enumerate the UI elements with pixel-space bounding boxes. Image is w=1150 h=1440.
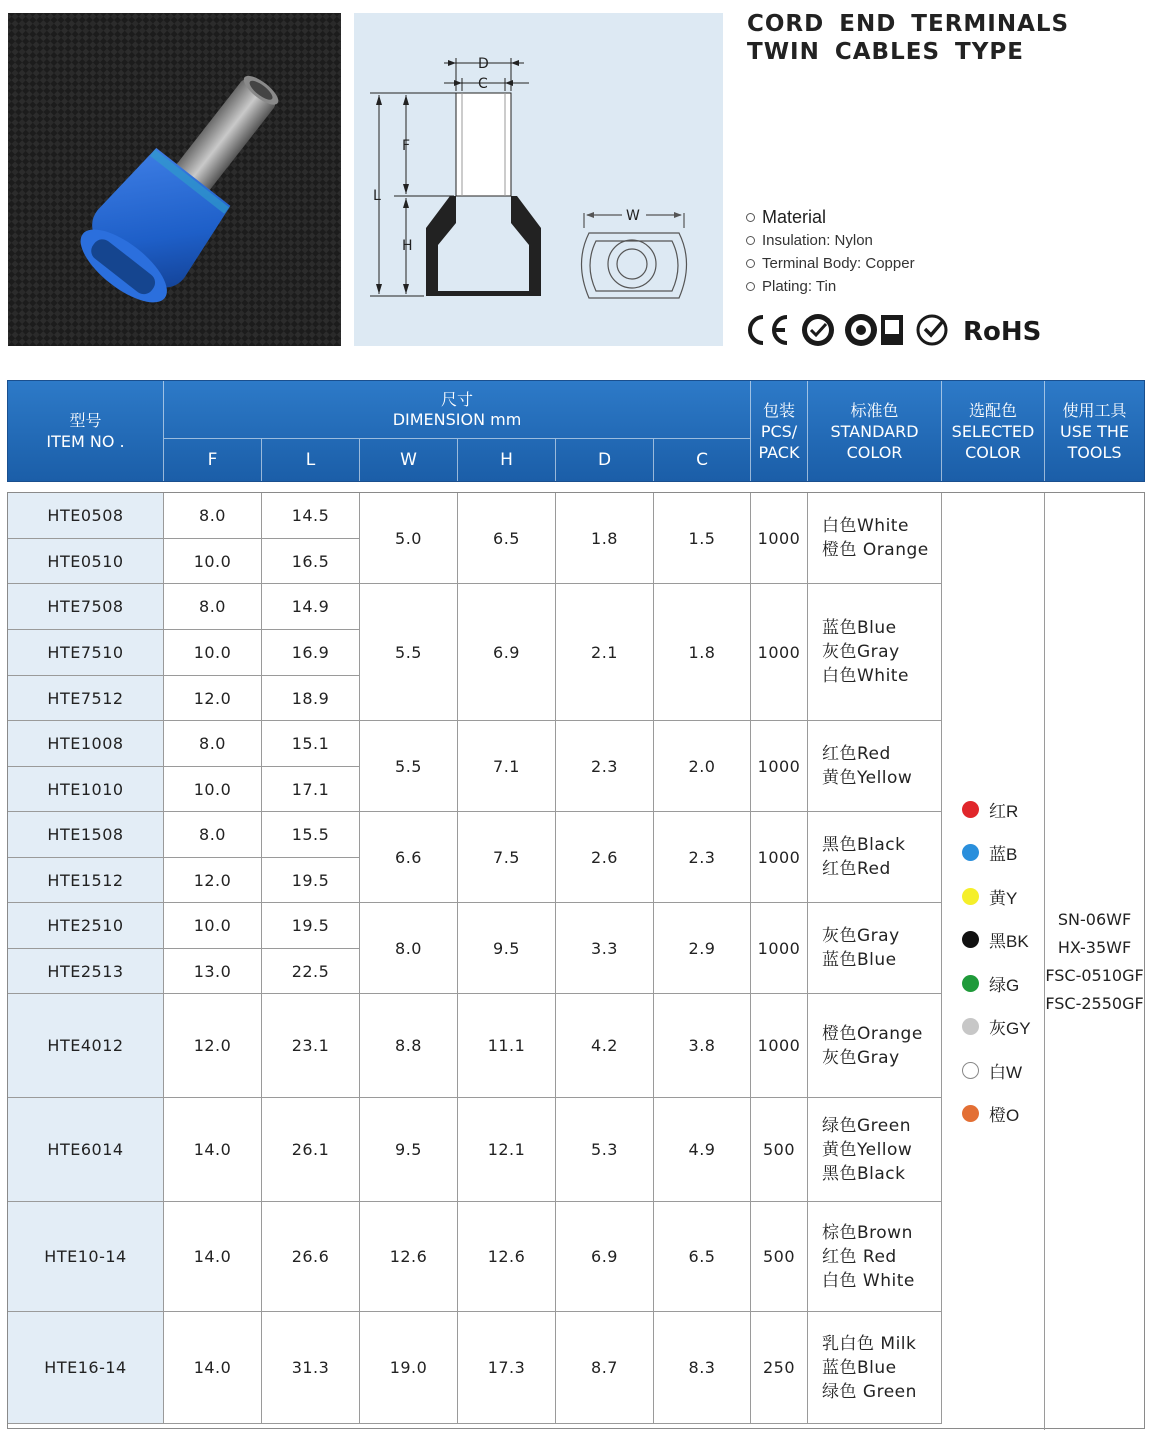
material-title: Material (762, 207, 827, 227)
header-tools-cn: 使用工具 (1062, 400, 1127, 420)
f-cell: 10.0 (164, 630, 262, 676)
sgs-check-badge-icon (918, 316, 946, 344)
item-no-cell: HTE4012 (8, 994, 164, 1098)
f-cell: 10.0 (164, 539, 262, 584)
standard-color-cell (808, 721, 942, 812)
selected-color-item (962, 1092, 1044, 1136)
l-cell: 15.1 (262, 721, 360, 767)
header-std-cn: 标准色 (850, 400, 899, 420)
material-terminal-body: Terminal Body: Copper (762, 255, 915, 272)
selected-color-label: 黄Y (989, 888, 1018, 908)
selected-color-item (962, 962, 1044, 1006)
l-cell: 26.6 (262, 1202, 360, 1312)
w-cell: 5.5 (360, 721, 458, 812)
c-cell: 2.9 (654, 903, 751, 994)
standard-color-label: 棕色Brown (822, 1222, 913, 1243)
item-no-cell: HTE7510 (8, 630, 164, 676)
pack-cell: 500 (751, 1098, 808, 1202)
w-cell: 5.5 (360, 584, 458, 721)
f-cell: 12.0 (164, 858, 262, 903)
h-cell: 17.3 (458, 1312, 556, 1424)
header-dimension-en: DIMENSION mm (392, 409, 522, 429)
selected-color-label: 黑BK (989, 932, 1029, 952)
c-cell: 8.3 (654, 1312, 751, 1424)
w-cell: 19.0 (360, 1312, 458, 1424)
header-tools-en2: TOOLS (1067, 442, 1122, 462)
h-cell: 9.5 (458, 903, 556, 994)
l-cell: 23.1 (262, 994, 360, 1098)
standard-color-label: 乳白色 Milk (822, 1333, 917, 1354)
color-swatch-icon (962, 1018, 979, 1035)
h-cell: 11.1 (458, 994, 556, 1098)
w-cell: 8.8 (360, 994, 458, 1098)
header-tools-en1: USE THE (1060, 421, 1129, 441)
header-l: L (262, 438, 360, 481)
h-cell: 12.6 (458, 1202, 556, 1312)
standard-color-label: 红色 Red (822, 1246, 897, 1267)
header-std-en1: STANDARD (830, 421, 919, 441)
item-no-cell: HTE1512 (8, 858, 164, 903)
header-pack-cn: 包装 (762, 400, 795, 420)
c-cell: 2.0 (654, 721, 751, 812)
standard-color-label: 白色White (822, 516, 909, 536)
item-no-cell: HTE1008 (8, 721, 164, 767)
h-cell: 6.5 (458, 493, 556, 584)
standard-color-label: 绿色Green (822, 1115, 911, 1136)
dim-label-d: D (478, 56, 489, 72)
header-item-en: ITEM NO . (46, 432, 125, 451)
tool-model: SN-06WF (1057, 909, 1132, 929)
w-cell: 5.0 (360, 493, 458, 584)
l-cell: 31.3 (262, 1312, 360, 1424)
f-cell: 8.0 (164, 812, 262, 858)
dim-label-w: W (626, 208, 640, 224)
item-no-cell: HTE16-14 (8, 1312, 164, 1424)
item-no-cell: HTE0510 (8, 539, 164, 584)
h-cell: 7.5 (458, 812, 556, 903)
f-cell: 8.0 (164, 584, 262, 630)
w-cell: 6.6 (360, 812, 458, 903)
technical-drawing (354, 13, 723, 346)
d-cell: 1.8 (556, 493, 654, 584)
selected-color-label: 灰GY (989, 1019, 1031, 1039)
header-w: W (360, 438, 458, 481)
h-cell: 7.1 (458, 721, 556, 812)
color-swatch-icon (962, 975, 979, 992)
terminal-photo-image (8, 13, 341, 346)
standard-color-label: 橙色 Orange (822, 540, 929, 560)
header-pack (751, 381, 808, 481)
l-cell: 26.1 (262, 1098, 360, 1202)
c-cell: 1.5 (654, 493, 751, 584)
d-cell: 2.3 (556, 721, 654, 812)
color-swatch-icon (962, 801, 979, 818)
standard-color-label: 灰色Gray (822, 642, 900, 662)
selected-color-label: 蓝B (989, 845, 1018, 865)
header-sel-en2: COLOR (965, 442, 1021, 462)
header-h: H (458, 438, 556, 481)
f-cell: 12.0 (164, 994, 262, 1098)
certification-logos (745, 310, 1145, 350)
header-selected-color (942, 381, 1045, 481)
color-swatch-icon (962, 1105, 979, 1122)
standard-color-label: 黄色Yellow (822, 768, 913, 788)
header-item-cn: 型号 (69, 411, 102, 430)
f-cell: 13.0 (164, 949, 262, 994)
dim-label-l: L (373, 188, 381, 204)
c-cell: 1.8 (654, 584, 751, 721)
l-cell: 19.5 (262, 858, 360, 903)
standard-color-label: 蓝色Blue (822, 618, 897, 638)
f-cell: 10.0 (164, 767, 262, 812)
header-std-en2: COLOR (846, 442, 903, 462)
standard-color-label: 橙色Orange (822, 1023, 923, 1044)
l-cell: 16.5 (262, 539, 360, 584)
title-line-2: TWIN CABLES TYPE (747, 39, 1024, 65)
l-cell: 18.9 (262, 676, 360, 721)
d-cell: 3.3 (556, 903, 654, 994)
quality-seal-badge-icon (845, 314, 903, 346)
pack-cell: 1000 (751, 812, 808, 903)
pack-cell: 1000 (751, 994, 808, 1098)
product-title (747, 10, 1142, 66)
item-no-cell: HTE10-14 (8, 1202, 164, 1312)
standard-color-label: 白色 White (822, 1270, 915, 1291)
tool-model: HX-35WF (1057, 937, 1132, 957)
standard-color-label: 红色Red (822, 744, 891, 764)
standard-color-cell (808, 994, 942, 1098)
standard-color-cell (808, 903, 942, 994)
title-line-1: CORD END TERMINALS (747, 11, 1070, 37)
pack-cell: 1000 (751, 493, 808, 584)
l-cell: 19.5 (262, 903, 360, 949)
standard-color-label: 白色White (822, 666, 909, 686)
d-cell: 4.2 (556, 994, 654, 1098)
standard-color-cell (808, 584, 942, 721)
bullet-icon (746, 259, 755, 268)
item-no-cell: HTE2513 (8, 949, 164, 994)
material-insulation-row (746, 229, 1141, 252)
f-cell: 10.0 (164, 903, 262, 949)
pack-cell: 500 (751, 1202, 808, 1312)
tool-model: FSC-0510GF (1045, 965, 1144, 985)
header-dimension-cn: 尺寸 (440, 389, 473, 409)
header-sel-en1: SELECTED (951, 421, 1035, 441)
f-cell: 14.0 (164, 1202, 262, 1312)
bullet-icon (746, 236, 755, 245)
d-cell: 5.3 (556, 1098, 654, 1202)
c-cell: 6.5 (654, 1202, 751, 1312)
selected-color-item (962, 831, 1044, 875)
d-cell: 8.7 (556, 1312, 654, 1424)
d-cell: 6.9 (556, 1202, 654, 1312)
header-pack-en1: PCS/ (760, 421, 798, 441)
standard-color-cell (808, 1312, 942, 1424)
material-list (746, 206, 1141, 298)
w-cell: 12.6 (360, 1202, 458, 1312)
item-no-cell: HTE7508 (8, 584, 164, 630)
sgs-certified-badge-icon (802, 314, 834, 346)
h-cell: 12.1 (458, 1098, 556, 1202)
material-body-row (746, 252, 1141, 275)
selected-color-label: 橙O (989, 1106, 1020, 1126)
c-cell: 2.3 (654, 812, 751, 903)
selected-color-item (962, 875, 1044, 919)
standard-color-label: 蓝色Blue (822, 1357, 897, 1378)
l-cell: 14.9 (262, 584, 360, 630)
table-header (7, 380, 1145, 482)
color-swatch-icon (962, 888, 979, 905)
header-tools (1045, 381, 1144, 481)
selected-color-label: 白W (989, 1062, 1023, 1082)
standard-color-label: 灰色Gray (822, 1047, 900, 1068)
item-no-cell: HTE6014 (8, 1098, 164, 1202)
f-cell: 14.0 (164, 1098, 262, 1202)
standard-color-label: 灰色Gray (822, 926, 900, 946)
material-title-row (746, 206, 1141, 229)
header-dimension (164, 381, 751, 438)
standard-color-cell (808, 493, 942, 584)
header-c: C (654, 438, 751, 481)
dimension-diagram (354, 13, 723, 346)
standard-color-cell (808, 1202, 942, 1312)
material-plating-row (746, 275, 1141, 298)
pack-cell: 250 (751, 1312, 808, 1424)
d-cell: 2.6 (556, 812, 654, 903)
standard-color-label: 绿色 Green (822, 1381, 917, 1402)
color-swatch-icon (962, 931, 979, 948)
rohs-label: RoHS (963, 317, 1042, 347)
color-swatch-icon (962, 1062, 979, 1079)
header-sel-cn: 选配色 (968, 400, 1017, 420)
d-cell: 2.1 (556, 584, 654, 721)
standard-color-label: 红色Red (822, 859, 891, 879)
item-no-cell: HTE2510 (8, 903, 164, 949)
material-plating: Plating: Tin (762, 278, 837, 295)
standard-color-label: 蓝色Blue (822, 950, 897, 970)
selected-color-item (962, 1049, 1044, 1093)
f-cell: 12.0 (164, 676, 262, 721)
selected-color-column (942, 493, 1045, 1430)
w-cell: 8.0 (360, 903, 458, 994)
spec-table (7, 380, 1145, 1402)
header-pack-en2: PACK (758, 442, 800, 462)
dim-label-h: H (402, 238, 413, 254)
selected-color-label: 红R (989, 801, 1019, 821)
standard-color-cell (808, 1098, 942, 1202)
product-photo (8, 13, 341, 346)
header-item-no (8, 381, 164, 481)
selected-color-item (962, 1005, 1044, 1049)
l-cell: 17.1 (262, 767, 360, 812)
selected-color-item (962, 788, 1044, 832)
l-cell: 14.5 (262, 493, 360, 539)
bullet-icon (746, 282, 755, 291)
item-no-cell: HTE0508 (8, 493, 164, 539)
item-no-cell: HTE1010 (8, 767, 164, 812)
pack-cell: 1000 (751, 903, 808, 994)
color-swatch-icon (962, 844, 979, 861)
l-cell: 22.5 (262, 949, 360, 994)
dim-label-f: F (402, 138, 411, 154)
selected-color-label: 绿G (989, 975, 1020, 995)
item-no-cell: HTE7512 (8, 676, 164, 721)
ce-mark-icon (750, 317, 787, 343)
selected-color-item (962, 918, 1044, 962)
item-no-cell: HTE1508 (8, 812, 164, 858)
l-cell: 15.5 (262, 812, 360, 858)
table-body (7, 492, 1145, 1429)
c-cell: 3.8 (654, 994, 751, 1098)
standard-color-cell (808, 812, 942, 903)
tool-model: FSC-2550GF (1045, 993, 1144, 1013)
f-cell: 14.0 (164, 1312, 262, 1424)
header-d: D (556, 438, 654, 481)
bullet-icon (746, 213, 755, 222)
f-cell: 8.0 (164, 493, 262, 539)
pack-cell: 1000 (751, 584, 808, 721)
header-standard-color (808, 381, 942, 481)
c-cell: 4.9 (654, 1098, 751, 1202)
f-cell: 8.0 (164, 721, 262, 767)
standard-color-label: 黄色Yellow (822, 1139, 913, 1160)
tools-column (1045, 493, 1144, 1430)
dim-label-c: C (478, 76, 488, 92)
header-f: F (164, 438, 262, 481)
certification-marks (745, 310, 1145, 350)
material-insulation: Insulation: Nylon (762, 232, 873, 249)
l-cell: 16.9 (262, 630, 360, 676)
w-cell: 9.5 (360, 1098, 458, 1202)
h-cell: 6.9 (458, 584, 556, 721)
standard-color-label: 黑色Black (822, 835, 906, 855)
pack-cell: 1000 (751, 721, 808, 812)
standard-color-label: 黑色Black (822, 1163, 906, 1184)
